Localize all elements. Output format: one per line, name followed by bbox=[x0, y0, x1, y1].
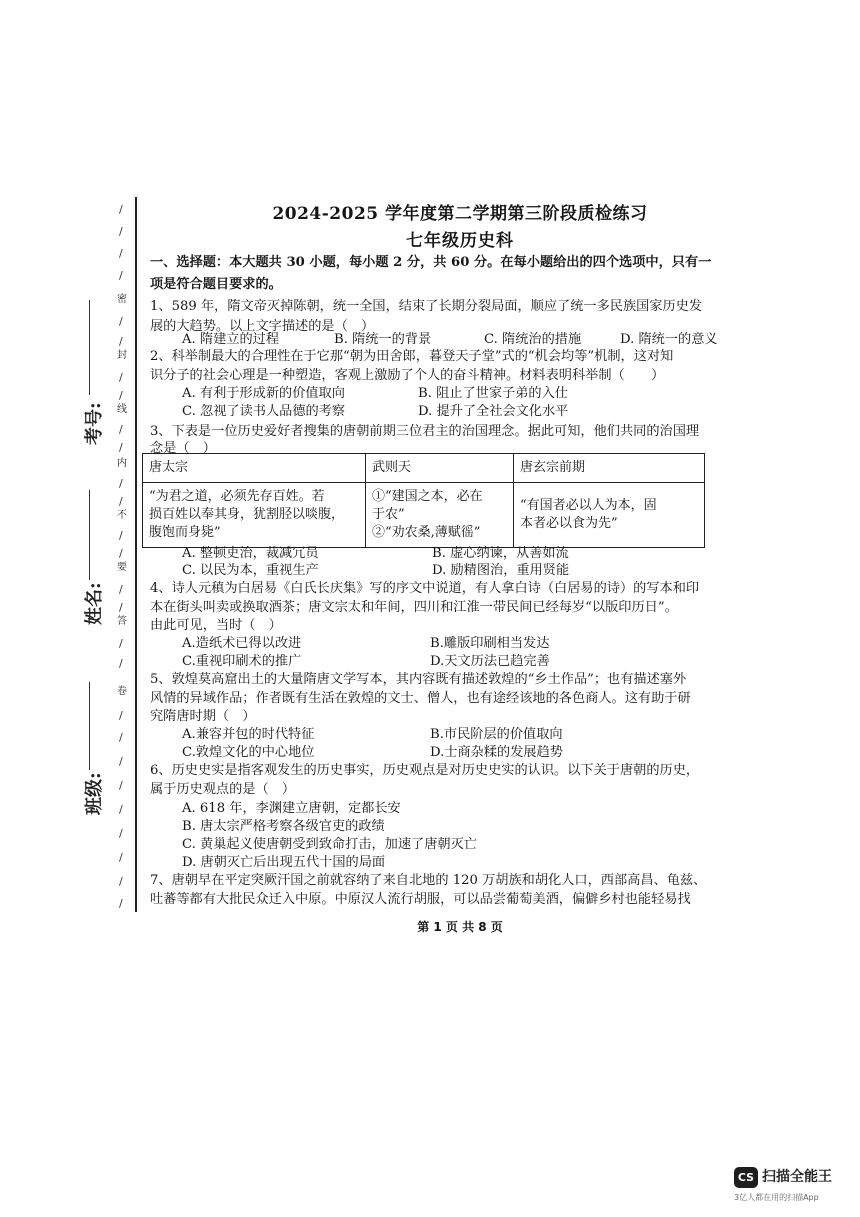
q3-option-a: A. 整顿吏治，裁减冗员 bbox=[182, 546, 319, 561]
question-3-stem: 3、下表是一位历史爱好者搜集的唐朝前期三位君主的治国理念。据此可知，他们共同的治国理 bbox=[150, 424, 700, 439]
seal-slash: / bbox=[119, 637, 123, 650]
exam-subtitle: 七年级历史科 bbox=[406, 231, 514, 251]
seal-slash: / bbox=[119, 827, 123, 840]
seal-slash: / bbox=[119, 755, 123, 768]
seal-slash: / bbox=[119, 315, 123, 328]
table-cell-line: 于农” bbox=[372, 507, 405, 522]
q1-option-b: B. 隋统一的背景 bbox=[334, 332, 432, 347]
q6-option-a: A. 618 年，李渊建立唐朝，定都长安 bbox=[182, 801, 401, 816]
question-5-stem: 究隋唐时期（ ） bbox=[150, 709, 256, 724]
seal-slash: / bbox=[119, 247, 123, 260]
q2-option-d: D. 提升了全社会文化水平 bbox=[418, 404, 569, 419]
seal-char: 密 bbox=[117, 294, 127, 305]
question-6-stem: 6、历史史实是指客观发生的历史事实，历史观点是对历史史实的认识。以下关于唐朝的历史， bbox=[150, 763, 700, 778]
question-4-stem: 由此可见，当时（ ） bbox=[150, 618, 282, 633]
table-header: 唐太宗 bbox=[143, 454, 366, 483]
seal-slash: / bbox=[119, 335, 123, 348]
seal-char: 不 bbox=[117, 510, 127, 521]
seal-slash: / bbox=[119, 875, 123, 888]
class-field[interactable] bbox=[60, 682, 120, 942]
seal-slash: / bbox=[119, 583, 123, 596]
q5-option-c: C.敦煌文化的中心地位 bbox=[182, 745, 315, 760]
seal-char: 要 bbox=[117, 562, 127, 573]
seal-slash: / bbox=[119, 389, 123, 402]
seal-slash: / bbox=[119, 709, 123, 722]
question-3-stem: 念是（ ） bbox=[150, 441, 216, 456]
seal-slash: / bbox=[119, 225, 123, 238]
class-label: 班级: bbox=[84, 772, 105, 815]
table-cell-line: ②“劝农桑,薄赋徭” bbox=[372, 525, 481, 540]
name-label: 姓名: bbox=[84, 582, 105, 625]
seal-char: 线 bbox=[117, 404, 127, 415]
question-4-stem: 本在街头叫卖或换取酒茶；唐文宗太和年间，四川和江淮一带民间已经每岁“以版印历日”。 bbox=[150, 600, 678, 615]
q2-option-b: B. 阻止了世家子弟的入仕 bbox=[418, 386, 568, 401]
seal-slash: / bbox=[119, 441, 123, 454]
seal-char: 封 bbox=[117, 350, 127, 361]
class-line bbox=[89, 682, 90, 770]
question-1-stem: 1、589 年，隋文帝灭掉陈朝，统一全国，结束了长期分裂局面，顺应了统一多民族国家历史发 bbox=[150, 299, 703, 314]
table-header: 武则天 bbox=[366, 454, 514, 483]
exam-number-line bbox=[89, 300, 90, 395]
q5-option-a: A.兼容并包的时代特征 bbox=[182, 727, 315, 742]
seal-slash: / bbox=[119, 851, 123, 864]
question-2-stem: 识分子的社会心理是一种塑造，客观上激励了个人的奋斗精神。材料表明科举制（ ） bbox=[150, 368, 665, 383]
section-instructions: 一、选择题：本大题共 30 小题，每小题 2 分，共 60 分。在每小题给出的四个选项中，只有一 bbox=[150, 255, 712, 270]
table-cell-line: “有国者必以人为本，固 bbox=[520, 498, 657, 513]
q3-option-c: C. 以民为本，重视生产 bbox=[182, 563, 319, 578]
watermark-app-name: 扫描全能王 bbox=[762, 1169, 832, 1185]
seal-slash: / bbox=[119, 371, 123, 384]
q6-option-b: B. 唐太宗严格考察各级官吏的政绩 bbox=[182, 819, 385, 834]
question-7-stem: 7、唐朝早在平定突厥汗国之前就容纳了来自北地的 120 万胡族和胡化人口，西部高昌、龟兹、 bbox=[150, 873, 707, 888]
question-2-stem: 2、科举制最大的合理性在于它那“朝为田舍郎，暮登天子堂”式的“机会均等”机制，这对知 bbox=[150, 349, 674, 364]
question-6-stem: 属于历史观点的是（ ） bbox=[150, 782, 296, 797]
table-cell-line: 损百姓以奉其身，犹割胫以啖腹， bbox=[149, 507, 345, 522]
section-instructions: 项是符合题目要求的。 bbox=[150, 277, 282, 292]
seal-char: 答 bbox=[117, 616, 127, 627]
q5-option-d: D.士商杂糅的发展趋势 bbox=[430, 745, 563, 760]
question-7-stem: 吐蕃等都有大批民众迁入中原。中原汉人流行胡服，可以品尝葡萄美酒，偏僻乡村也能轻易找 bbox=[150, 892, 691, 907]
q4-option-c: C.重视印刷术的推广 bbox=[182, 654, 302, 669]
table-header: 唐玄宗前期 bbox=[514, 454, 705, 483]
seal-slash: / bbox=[119, 657, 123, 670]
table-cell-line: “为君之道，必须先存百姓。若 bbox=[149, 489, 325, 504]
table-cell bbox=[514, 483, 705, 548]
exam-title: 2024-2025 学年度第二学期第三阶段质检练习 bbox=[272, 204, 648, 224]
q1-option-a: A. 隋建立的过程 bbox=[182, 332, 280, 347]
scanner-watermark bbox=[734, 1165, 846, 1209]
binding-line bbox=[135, 197, 137, 912]
camscanner-logo-icon: CS bbox=[734, 1167, 758, 1188]
table-cell-line: ①“建国之本，必在 bbox=[372, 489, 483, 504]
question-5-stem: 风情的异域作品；作者既有生活在敦煌的文士、僧人，也有途经该地的各色商人。这有助于研 bbox=[150, 691, 691, 706]
question-5-stem: 5、敦煌莫高窟出土的大量隋唐文学写本，其内容既有描述敦煌的“乡土作品”；也有描述塞外 bbox=[150, 672, 687, 687]
seal-slash: / bbox=[119, 269, 123, 282]
watermark-tagline: 3亿人都在用的扫描App bbox=[734, 1193, 819, 1202]
seal-slash: / bbox=[119, 731, 123, 744]
q6-option-c: C. 黄巢起义使唐朝受到致命打击，加速了唐朝灭亡 bbox=[182, 837, 477, 852]
q4-option-d: D.天文历法已趋完善 bbox=[430, 654, 550, 669]
name-line bbox=[89, 490, 90, 580]
table-cell bbox=[366, 483, 514, 548]
page-number: 第 1 页 共 8 页 bbox=[417, 920, 503, 934]
seal-slash: / bbox=[119, 477, 123, 490]
q2-option-a: A. 有利于形成新的价值取向 bbox=[182, 386, 345, 401]
question-4-stem: 4、诗人元稹为白居易《白氏长庆集》写的序文中说道，有人拿白诗（白居易的诗）的写本和印 bbox=[150, 581, 700, 596]
q6-option-d: D. 唐朝灭亡后出现五代十国的局面 bbox=[182, 855, 386, 870]
table-cell-line: 本者必以食为先” bbox=[520, 516, 618, 531]
q2-option-c: C. 忽视了读书人品德的考察 bbox=[182, 404, 346, 419]
table-cell-line: 腹饱而身毙” bbox=[149, 525, 221, 540]
table-cell bbox=[143, 483, 366, 548]
seal-slash: / bbox=[119, 203, 123, 216]
seal-slash: / bbox=[119, 897, 123, 910]
q4-option-b: B.雕版印刷相当发达 bbox=[430, 636, 550, 651]
seal-slash: / bbox=[119, 529, 123, 542]
q1-option-d: D. 隋统一的意义 bbox=[620, 332, 718, 347]
seal-slash: / bbox=[119, 547, 123, 560]
q3-option-d: D. 励精图治，重用贤能 bbox=[432, 563, 570, 578]
seal-slash: / bbox=[119, 803, 123, 816]
seal-char: 卷 bbox=[117, 686, 127, 697]
exam-number-label: 考号: bbox=[84, 402, 105, 445]
seal-char: 内 bbox=[117, 458, 127, 469]
q3-option-b: B. 虚心纳谏，从善如流 bbox=[432, 546, 569, 561]
question-1-stem: 展的大趋势。以上文字描述的是（ ） bbox=[150, 319, 375, 334]
q5-option-b: B.市民阶层的价值取向 bbox=[430, 727, 563, 742]
seal-slash: / bbox=[119, 601, 123, 614]
q1-option-c: C. 隋统治的措施 bbox=[484, 332, 582, 347]
question-3-table bbox=[142, 453, 705, 548]
seal-slash: / bbox=[119, 423, 123, 436]
seal-slash: / bbox=[119, 495, 123, 508]
q4-option-a: A.造纸术已得以改进 bbox=[182, 636, 302, 651]
seal-slash: / bbox=[119, 779, 123, 792]
